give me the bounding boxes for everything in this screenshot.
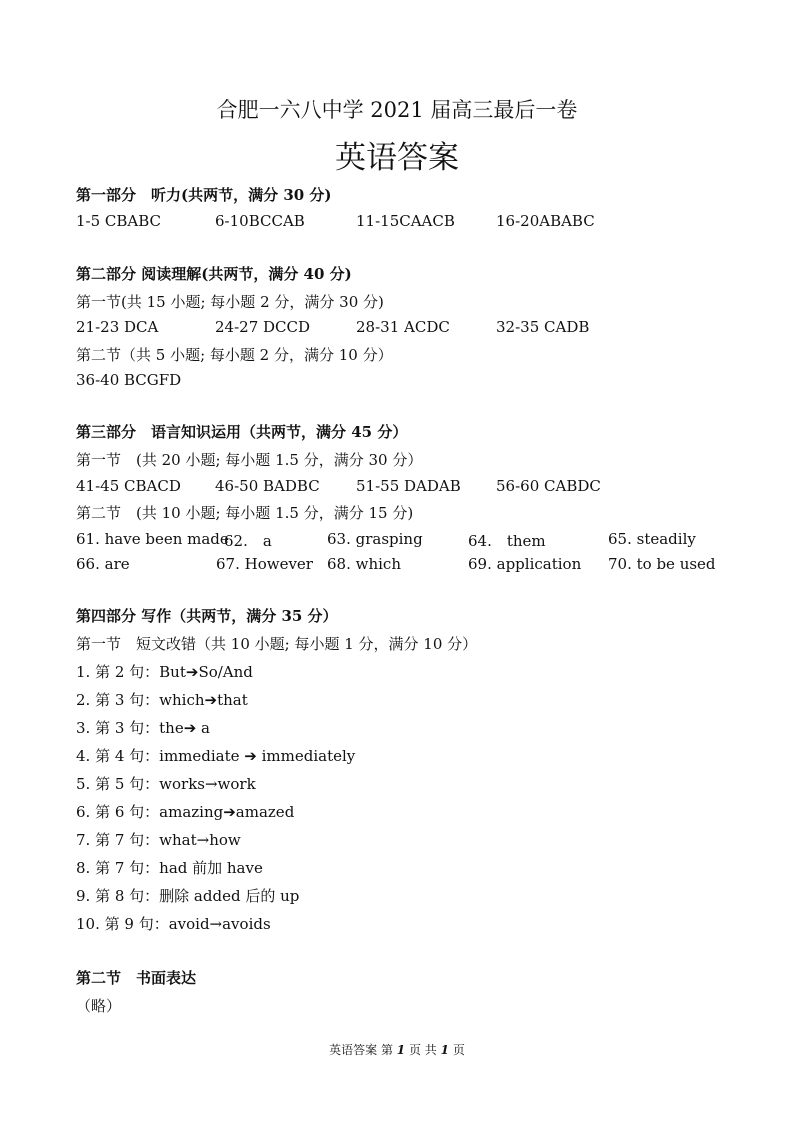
footer-prefix: 英语答案 第 — [329, 1043, 393, 1057]
answer-group: 41-45 CBACD — [76, 477, 181, 495]
subject-title: 英语答案 — [335, 140, 459, 176]
answer-item: 69. application — [468, 555, 582, 573]
part4-heading: 第四部分 写作（共两节，满分 35 分） — [76, 607, 338, 625]
part3-section2-heading: 第二节 (共 10 小题; 每小题 1.5 分，满分 15 分) — [76, 504, 414, 522]
answer-group: 6-10BCCAB — [215, 212, 305, 230]
answer-group: 36-40 BCGFD — [76, 371, 182, 389]
part4-section1-heading: 第一节 短文改错（共 10 小题; 每小题 1 分，满分 10 分） — [76, 635, 478, 653]
correction-item: 2. 第 3 句：which➔that — [76, 691, 248, 709]
part2-heading: 第二部分 阅读理解(共两节，满分 40 分) — [76, 265, 352, 283]
answer-item: 67. However — [216, 555, 313, 573]
answer-group: 11-15CAACB — [356, 212, 455, 230]
correction-item: 5. 第 5 句：works→work — [76, 775, 256, 793]
footer-mid: 页 共 — [408, 1043, 437, 1057]
correction-item: 8. 第 7 句：had 前加 have — [76, 859, 263, 877]
correction-item: 1. 第 2 句：But➔So/And — [76, 663, 253, 681]
correction-item: 6. 第 6 句：amazing➔amazed — [76, 803, 295, 821]
part1-heading: 第一部分 听力(共两节，满分 30 分) — [76, 186, 332, 204]
part2-section1-heading: 第一节(共 15 小题; 每小题 2 分，满分 30 分) — [76, 293, 384, 311]
answer-group: 28-31 ACDC — [356, 318, 450, 336]
correction-item: 9. 第 8 句：删除 added 后的 up — [76, 887, 300, 905]
answer-group: 56-60 CABDC — [496, 477, 601, 495]
answer-item: 64. them — [468, 532, 546, 550]
part3-heading: 第三部分 语言知识运用（共两节，满分 45 分） — [76, 423, 408, 441]
answer-group: 24-27 DCCD — [215, 318, 311, 336]
part4-section2-note: （略） — [76, 997, 122, 1015]
correction-item: 4. 第 4 句：immediate ➔ immediately — [76, 747, 356, 765]
correction-item: 3. 第 3 句：the➔ a — [76, 719, 211, 737]
footer-page-number: 1 — [396, 1043, 406, 1057]
page-footer — [0, 1041, 794, 1058]
correction-item: 7. 第 7 句：what→how — [76, 831, 241, 849]
footer-total-pages: 1 — [440, 1043, 449, 1057]
answer-group: 32-35 CADB — [496, 318, 590, 336]
answer-item: 62. a — [224, 532, 272, 550]
answer-item: 66. are — [76, 555, 130, 573]
answer-group: 21-23 DCA — [76, 318, 159, 336]
answer-item: 70. to be used — [608, 555, 716, 573]
footer-suffix: 页 — [452, 1043, 465, 1057]
answer-group: 16-20ABABC — [496, 212, 595, 230]
answer-item: 61. have been made — [76, 530, 229, 548]
part2-section2-heading: 第二节（共 5 小题; 每小题 2 分，满分 10 分） — [76, 346, 393, 364]
part3-section1-heading: 第一节 (共 20 小题; 每小题 1.5 分，满分 30 分） — [76, 451, 423, 469]
answer-group: 51-55 DADAB — [356, 477, 461, 495]
part4-section2-heading: 第二节 书面表达 — [76, 969, 197, 987]
answer-item: 68. which — [327, 555, 401, 573]
school-title: 合肥一六八中学 2021 届高三最后一卷 — [216, 98, 578, 122]
answer-group: 46-50 BADBC — [215, 477, 320, 495]
answer-group: 1-5 CBABC — [76, 212, 162, 230]
correction-item: 10. 第 9 句：avoid→avoids — [76, 915, 271, 933]
answer-item: 65. steadily — [608, 530, 696, 548]
answer-item: 63. grasping — [327, 530, 423, 548]
